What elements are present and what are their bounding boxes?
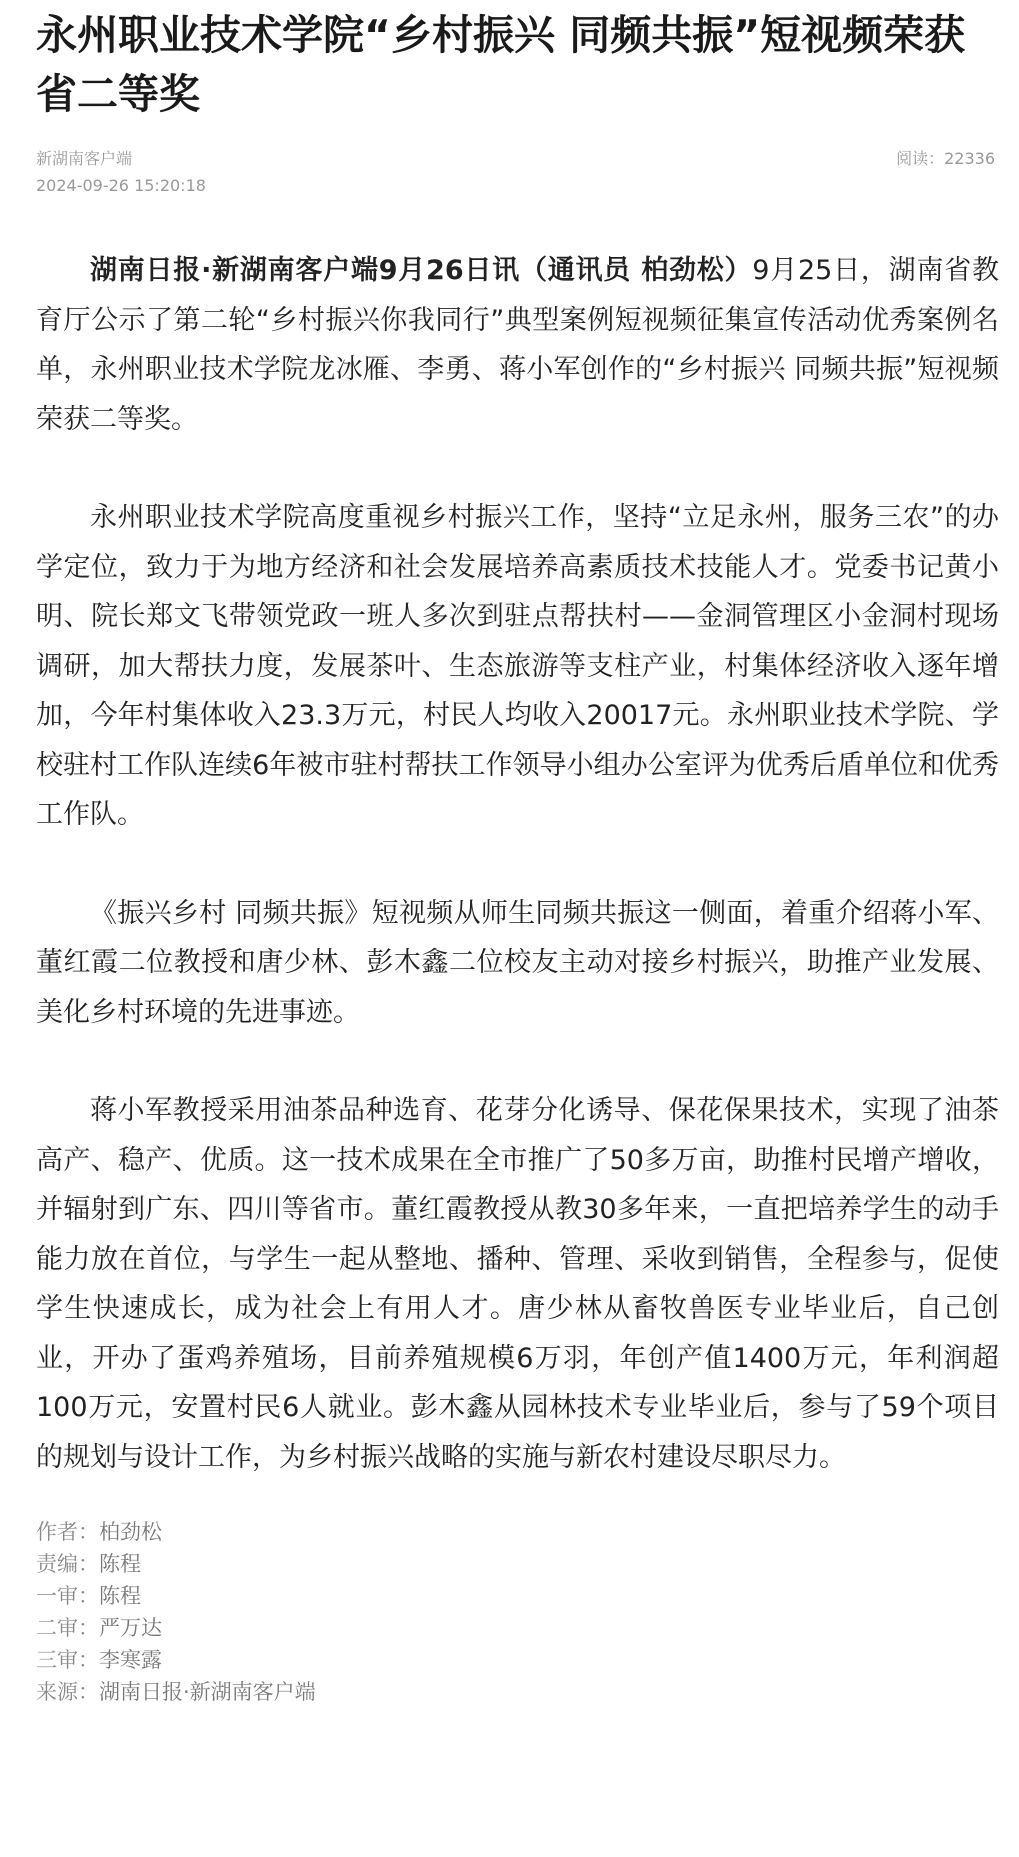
- article-datetime: 2024-09-26 15:20:18: [36, 176, 206, 195]
- article-paragraph-1: [36, 246, 999, 444]
- credit-label: 责编：: [36, 1552, 99, 1576]
- credit-value: 湖南日报·新湖南客户端: [99, 1680, 316, 1704]
- article-meta: [36, 146, 999, 196]
- article-source: 新湖南客户端: [36, 149, 133, 168]
- credit-label: 二审：: [36, 1616, 99, 1640]
- credit-value: 陈程: [99, 1552, 141, 1576]
- article-credits: [36, 1516, 999, 1708]
- credit-second-review: [36, 1612, 999, 1644]
- credit-value: 严万达: [99, 1616, 162, 1640]
- credit-label: 来源：: [36, 1680, 99, 1704]
- credit-value: 李寒露: [99, 1648, 162, 1672]
- credit-author: [36, 1516, 999, 1548]
- credit-label: 一审：: [36, 1584, 99, 1608]
- credit-label: 作者：: [36, 1520, 99, 1544]
- dateline: 湖南日报·新湖南客户端9月26日讯（通讯员 柏劲松）: [90, 255, 753, 286]
- article-paragraph-4: 蒋小军教授采用油茶品种选育、花芽分化诱导、保花保果技术，实现了油茶高产、稳产、优质。这一技术成果在全市推广了50多万亩，助推村民增产增收，并辐射到广东、四川等省市。董红霞教授从教30多年来，一直把培养学生的动手能力放在首位，与学生一起从整地、播种、管理、采收到销售，全程参与，促使学生快速成长，成为社会上有用人才。唐少林从畜牧兽医专业毕业后，自己创业，开办了蛋鸡养殖场，目前养殖规模6万羽，年创产值1400万元，年利润超100万元，安置村民6人就业。彭木鑫从园林技术专业毕业后，参与了59个项目的规划与设计工作，为乡村振兴战略的实施与新农村建设尽职尽力。: [36, 1095, 999, 1473]
- article-body: [36, 246, 999, 1482]
- credit-value: 柏劲松: [99, 1520, 162, 1544]
- credit-value: 陈程: [99, 1584, 141, 1608]
- article-paragraph-3: 《振兴乡村 同频共振》短视频从师生同频共振这一侧面，着重介绍蒋小军、董红霞二位教授和唐少林、彭木鑫二位校友主动对接乡村振兴，助推产业发展、美化乡村环境的先进事迹。: [36, 897, 999, 1028]
- credit-first-review: [36, 1580, 999, 1612]
- credit-label: 三审：: [36, 1648, 99, 1672]
- paragraph-1-text: 9月25日，湖南省教育厅公示了第二轮“乡村振兴你我同行”典型案例短视频征集宣传活动优秀案例名单，永州职业技术学院龙冰雁、李勇、蒋小军创作的“乡村振兴 同频共振”短视频荣获二等奖。: [36, 255, 999, 435]
- read-count-label: 阅读：: [896, 149, 945, 168]
- credit-editor: [36, 1548, 999, 1580]
- read-count: [896, 146, 995, 172]
- credit-third-review: [36, 1644, 999, 1676]
- article-title: 永州职业技术学院“乡村振兴 同频共振”短视频荣获省二等奖: [36, 11, 966, 118]
- read-count-value: 22336: [944, 149, 995, 168]
- credit-source: [36, 1676, 999, 1708]
- article-paragraph-2: 永州职业技术学院高度重视乡村振兴工作，坚持“立足永州，服务三农”的办学定位，致力于为地方经济和社会发展培养高素质技术技能人才。党委书记黄小明、院长郑文飞带领党政一班人多次到驻点帮扶村——金洞管理区小金洞村现场调研，加大帮扶力度，发展茶叶、生态旅游等支柱产业，村集体经济收入逐年增加，今年村集体收入23.3万元，村民人均收入20017元。永州职业技术学院、学校驻村工作队连续6年被市驻村帮扶工作领导小组办公室评为优秀后盾单位和优秀工作队。: [36, 502, 999, 830]
